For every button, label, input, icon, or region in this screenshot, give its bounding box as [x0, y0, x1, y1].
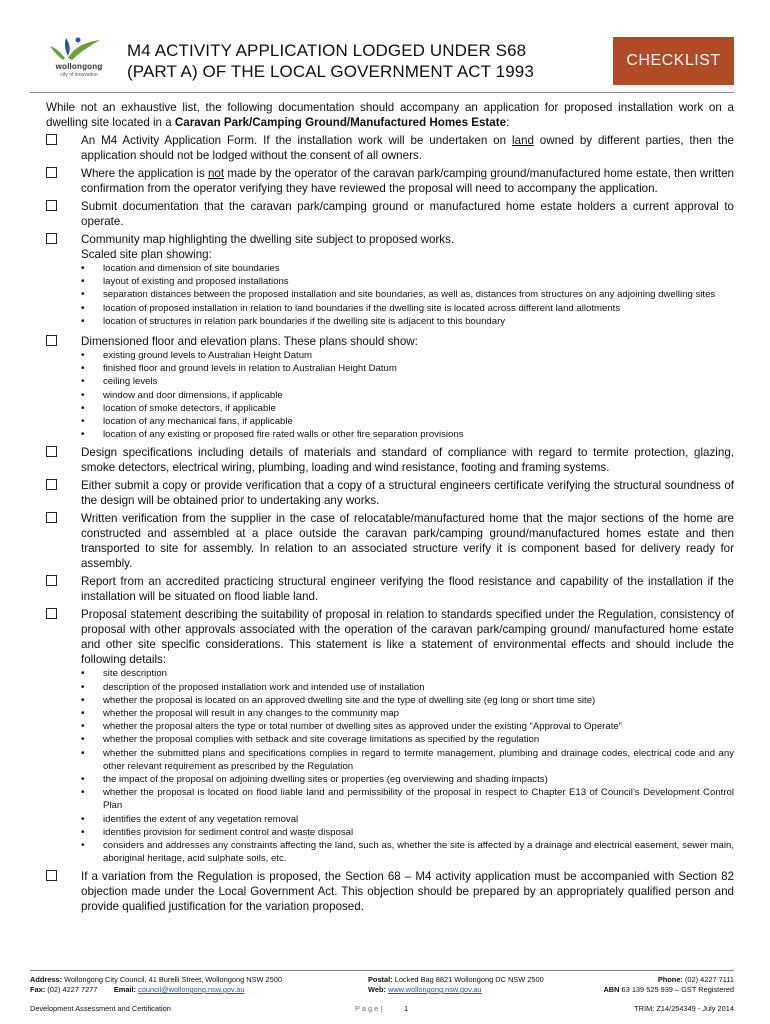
- list-item: • location of smoke detectors, if applicable: [81, 402, 734, 415]
- item-subheading: Scaled site plan showing:: [81, 248, 212, 261]
- list-item: • whether the submitted plans and specifications complies in regard to termite management, plumbing and drainage codes, electrical code and any other relevant requirement as prescribed by the Regulation: [81, 747, 734, 773]
- list-item: • location of any mechanical fans, if applicable: [81, 415, 734, 428]
- list-item: • whether the proposal alters the type or total number of dwelling sites as approved under the existing “Approval to Operate”: [81, 720, 734, 733]
- list-item: • identifies provision for sediment control and waste disposal: [81, 826, 734, 839]
- title-line-1: M4 ACTIVITY APPLICATION LODGED UNDER S68: [127, 41, 527, 60]
- wollongong-logo-icon: [44, 36, 114, 86]
- checklist-item-design-specifications: [46, 445, 734, 475]
- web-label: Web:: [368, 985, 386, 994]
- checklist-item-operator-confirmation: [46, 166, 734, 196]
- checkbox-application-form[interactable]: [46, 134, 57, 145]
- email-link[interactable]: council@wollongong.nsw.gov.au: [138, 985, 245, 994]
- page-label: P a g e |: [355, 1004, 383, 1013]
- checkbox-proposal-statement[interactable]: [46, 608, 57, 619]
- list-item: • description of the proposed installation work and intended use of installation: [81, 681, 734, 694]
- list-item: • location and dimension of site boundaries: [81, 262, 734, 275]
- footer-phone-block: [590, 975, 734, 995]
- abn-value: 63 139 525 939 – GST Registered: [621, 985, 734, 994]
- intro-bold: Caravan Park/Camping Ground/Manufactured Homes Estate: [174, 116, 507, 129]
- list-item: • layout of existing and proposed installations: [81, 275, 734, 288]
- list-item: • existing ground levels to Australian Height Datum: [81, 349, 734, 362]
- list-item: • whether the proposal is located on flood liable land and permissibility of the proposal in respect to Chapter E13 of Council’s Development Control Plan: [81, 786, 734, 812]
- item-underlined: not: [207, 167, 225, 180]
- item-text: Community map highlighting the dwelling site subject to proposed works.: [81, 233, 455, 246]
- checkbox-structural-certificate[interactable]: [46, 479, 57, 490]
- phone-value: (02) 4227 7111: [684, 975, 734, 984]
- list-item: • whether the proposal will result in any changes to the community map: [81, 707, 734, 720]
- checkbox-floor-plans[interactable]: [46, 335, 57, 346]
- page-number: 1: [404, 1004, 409, 1013]
- footer-postal-block: [368, 975, 544, 995]
- fax-value: (02) 4227 7277: [47, 985, 98, 994]
- intro-end: :: [506, 116, 510, 129]
- document-header: [0, 0, 770, 92]
- list-item: • the impact of the proposal on adjoining dwelling sites or properties (eg overviewing and shading impacts): [81, 773, 734, 786]
- list-item: • ceiling levels: [81, 375, 734, 388]
- list-item: • location of structures in relation park boundaries if the dwelling site is adjacent to this boundary: [81, 315, 734, 328]
- web-link[interactable]: www.wollongong.nsw.gov.au: [388, 985, 482, 994]
- floor-plan-bullets: [81, 349, 734, 441]
- item-text: If a variation from the Regulation is proposed, the Section 68 – M4 activity application must be accompanied with Section 82 objection made under the Local Government Act. This objection should be prepared by an appropriately qualified person and provide qualified justification for the variation proposed.: [81, 870, 734, 914]
- list-item: • window and door dimensions, if applicable: [81, 389, 734, 402]
- item-text: Dimensioned floor and elevation plans. These plans should show:: [81, 335, 418, 349]
- checkbox-design-specifications[interactable]: [46, 446, 57, 457]
- list-item: • location of any existing or proposed fire rated walls or other fire separation provisions: [81, 428, 734, 441]
- checklist-item-approval-to-operate: [46, 199, 734, 229]
- intro-text: While not an exhaustive list, the following documentation should accompany an application for proposed installation work on a dwelling site located in a: [46, 101, 734, 129]
- postal-label: Postal:: [368, 975, 393, 984]
- checklist-item-variation-objection: [46, 869, 734, 914]
- item-text: An M4 Activity Application Form. If the installation work will be undertaken on: [81, 134, 512, 147]
- item-text-end: made by the operator of the caravan park/camping ground/manufactured home estate, then written confirmation from the operator verifying they have reviewed the proposal will need to accompany the application.: [81, 167, 734, 195]
- checkbox-variation-objection[interactable]: [46, 870, 57, 881]
- checklist-item-flood-report: [46, 574, 734, 604]
- checklist-item-structural-certificate: [46, 478, 734, 508]
- fax-label: Fax:: [30, 985, 46, 994]
- checkbox-operator-confirmation[interactable]: [46, 167, 57, 178]
- item-text: Either submit a copy or provide verification that a copy of a structural engineers certificate verifying the structural soundness of the design will be obtained prior to undertaking any works.: [81, 479, 734, 508]
- logo-tagline: city of innovation: [60, 72, 98, 78]
- postal-value: Locked Bag 8821 Wollongong DC NSW 2500: [394, 975, 544, 984]
- item-text: Proposal statement describing the suitability of proposal in relation to standards specified under the Regulation, consistency of proposal with other approvals associated with the operation of the caravan park/camping ground/ manufactured home estate and other site specific considerations. This statement is like a statement of environmental effects and should include the following details:: [81, 608, 734, 667]
- email-label: Email:: [113, 985, 137, 994]
- checkbox-flood-report[interactable]: [46, 575, 57, 586]
- intro-paragraph: [46, 100, 734, 130]
- footer-divider: [30, 970, 734, 971]
- proposal-bullets: [81, 667, 734, 865]
- item-text: Report from an accredited practicing structural engineer verifying the flood resistance and capability of the installation if the installation will be situated on flood liable land.: [81, 575, 734, 604]
- list-item: • considers and addresses any constraints affecting the land, such as, whether the site is affected by a drainage and electrical easement, sewer main, aboriginal heritage, acid sulphate soils, etc.: [81, 839, 734, 865]
- title-line-2: (PART A) OF THE LOCAL GOVERNMENT ACT 1993: [127, 62, 534, 81]
- page-title: [127, 40, 597, 82]
- list-item: • separation distances between the proposed installation and site boundaries, as well as, distances from structures on any adjoining dwelling sites: [81, 288, 734, 301]
- checkbox-approval-to-operate[interactable]: [46, 200, 57, 211]
- list-item: • site description: [81, 667, 734, 680]
- checklist-item-community-map: [46, 232, 734, 328]
- trim-reference: TRIM: Z14/254349 - July 2014: [634, 1004, 734, 1013]
- checklist-badge: CHECKLIST: [613, 37, 734, 85]
- list-item: • whether the proposal is located on an approved dwelling site and the type of dwelling site (eg long or short time site): [81, 694, 734, 707]
- logo-wordmark: wollongong: [55, 62, 103, 71]
- checkbox-community-map[interactable]: [46, 233, 57, 244]
- footer-address-block: [30, 975, 282, 995]
- site-plan-bullets: [81, 262, 734, 328]
- item-text-end: owned by different parties, then the application should not be lodged without the consent of all owners.: [81, 134, 735, 162]
- checkbox-supplier-verification[interactable]: [46, 512, 57, 523]
- header-divider: [30, 92, 734, 93]
- item-text: Where the application is: [81, 167, 208, 180]
- item-text: Written verification from the supplier in the case of relocatable/manufactured home that the major sections of the home are constructed and assembled at a place outside the caravan park/camping ground/manufactured homes estate and then transported to site for assembly. In relation to an associated structure verify it is component based for delivery ready for assembly.: [81, 512, 734, 571]
- list-item: • finished floor and ground levels in relation to Australian Height Datum: [81, 362, 734, 375]
- item-underlined: land: [511, 134, 534, 147]
- item-text: Submit documentation that the caravan park/camping ground or manufactured home estate holders a current approval to operate.: [81, 200, 734, 228]
- department-name: Development Assessment and Certification: [30, 1004, 171, 1013]
- checklist-item-floor-plans: [46, 334, 734, 441]
- checklist-content: [46, 100, 734, 917]
- address-value: Wollongong City Council, 41 Burelli Street, Wollongong NSW 2500: [64, 975, 282, 984]
- checklist-item-supplier-verification: [46, 511, 734, 571]
- item-text: Design specifications including details of materials and standard of compliance with regard to termite protection, glazing, smoke detectors, electrical wiring, plumbing, loading and wind resistance, footing and framing systems.: [81, 446, 734, 475]
- checklist-item-application-form: [46, 133, 734, 163]
- list-item: • whether the proposal complies with setback and site coverage limitations as specified by the regulation: [81, 733, 734, 746]
- abn-label: ABN: [603, 985, 620, 994]
- checklist-item-proposal-statement: [46, 607, 734, 865]
- list-item: • identifies the extent of any vegetation removal: [81, 813, 734, 826]
- phone-label: Phone:: [657, 975, 683, 984]
- list-item: • location of proposed installation in relation to land boundaries if the dwelling site is located across different land allotments: [81, 302, 734, 315]
- address-label: Address:: [30, 975, 63, 984]
